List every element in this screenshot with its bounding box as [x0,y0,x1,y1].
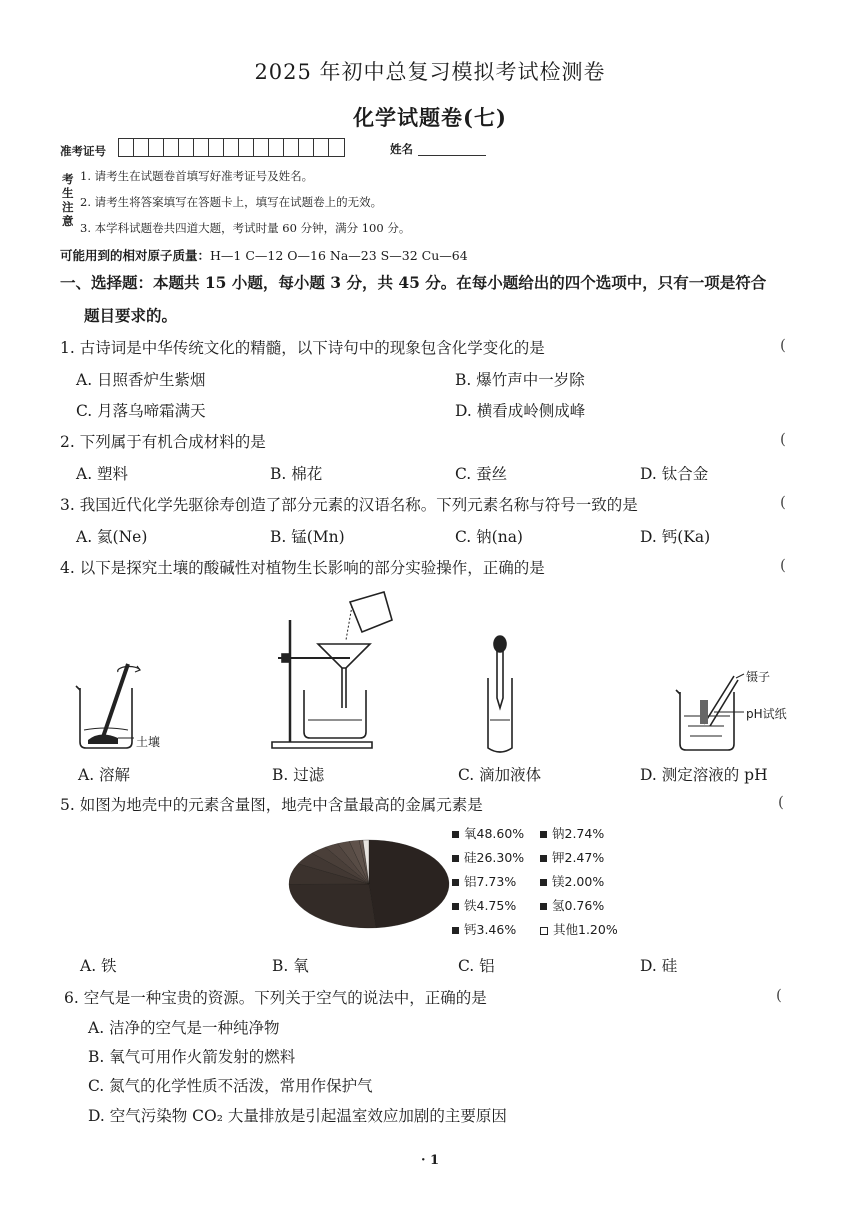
ph-figure [676,674,744,750]
question-4-stem: 4. 以下是探究土壤的酸碱性对植物生长影响的部分实验操作，正确的是 [60,559,545,577]
notice-item-2: 2. 请考生将答案填写在答题卡上，填写在试题卷上的无效。 [80,195,383,209]
question-2-option-d: D. 钛合金 [640,465,709,483]
pie-slice-0 [369,840,449,928]
atomic-mass-line [60,246,468,264]
question-5-option-d: D. 硅 [640,957,678,975]
question-5-option-b: B. 氧 [272,957,309,975]
question-6-option-b: B. 氧气可用作火箭发射的燃料 [88,1048,296,1066]
exam-id-boxes[interactable] [118,138,345,157]
question-2-answer-paren: ( [780,430,786,448]
question-5-answer-paren: ( [778,793,784,811]
notice-item-1: 1. 请考生在试题卷首填写好准考证号及姓名。 [80,169,314,183]
atomic-mass-values: H—1 C—12 O—16 Na—23 S—32 Cu—64 [210,248,468,263]
question-5-option-a: A. 铁 [80,957,117,975]
exam-title: 2025 年初中总复习模拟考试检测卷 [254,60,606,84]
question-5-option-c: C. 铝 [458,957,495,975]
question-1-option-a: A. 日照香炉生紫烟 [76,371,206,389]
legend-item-silicon: 硅26.30% [452,848,524,866]
ph-paper-label: pH试纸 [746,707,787,721]
question-4-option-a: A. 溶解 [78,766,131,784]
notice-side-label: 考 生 注 意 [62,172,74,228]
question-1-option-b: B. 爆竹声中一岁除 [455,371,585,389]
question-3-option-c: C. 钠(na) [455,528,523,546]
section-heading-line2: 题目要求的。 [84,306,178,325]
legend-item-calcium: 钙3.46% [452,920,516,938]
legend-item-magnesium: 镁2.00% [540,872,604,890]
name-field[interactable] [418,155,486,156]
question-6-answer-paren: ( [776,986,782,1004]
soil-label: 土壤 [136,735,161,749]
legend-item-hydrogen: 氢0.76% [540,896,604,914]
question-4-option-c: C. 滴加液体 [458,766,542,784]
question-3-answer-paren: ( [780,493,786,511]
question-3-option-d: D. 钙(Ka) [640,528,711,546]
question-3-option-a: A. 氦(Ne) [76,528,148,546]
pie-slice-1 [289,884,376,928]
question-6-option-a: A. 洁净的空气是一种纯净物 [88,1019,280,1037]
question-1-option-c: C. 月落乌啼霜满天 [76,402,206,420]
question-6-option-d: D. 空气污染物 CO₂ 大量排放是引起温室效应加剧的主要原因 [88,1107,507,1125]
notice-item-3: 3. 本学科试题卷共四道大题，考试时量 60 分钟，满分 100 分。 [80,221,411,235]
question-3-stem: 3. 我国近代化学先驱徐寿创造了部分元素的汉语名称。下列元素名称与符号一致的是 [60,496,638,514]
question-2-option-c: C. 蚕丝 [455,465,508,483]
question-2-option-b: B. 棉花 [270,465,323,483]
question-6-option-c: C. 氮气的化学性质不活泼，常用作保护气 [88,1077,373,1095]
crust-element-pie-chart [284,834,454,934]
legend-item-aluminum: 铝7.73% [452,872,516,890]
question-4-option-d: D. 测定溶液的 pH [640,766,768,784]
dropping-figure [488,636,512,752]
legend-item-potassium: 钾2.47% [540,848,604,866]
question-1-answer-paren: ( [780,336,786,354]
question-5-stem: 5. 如图为地壳中的元素含量图，地壳中含量最高的金属元素是 [60,796,483,814]
question-4-figures [0,580,860,760]
section-heading-line1: 一、选择题：本题共 15 小题，每小题 3 分，共 45 分。在每小题给出的四个选项中，只有一项是符合 [60,273,767,292]
name-label: 姓名 [390,142,413,156]
tweezers-label: 镊子 [746,670,771,684]
question-4-answer-paren: ( [780,556,786,574]
legend-item-other: 其他1.20% [540,920,618,938]
question-1-stem: 1. 古诗词是中华传统文化的精髓，以下诗句中的现象包含化学变化的是 [60,339,545,357]
filtration-figure [272,592,392,748]
question-1-option-d: D. 横看成岭侧成峰 [455,402,586,420]
legend-item-oxygen: 氧48.60% [452,824,524,842]
question-2-option-a: A. 塑料 [76,465,129,483]
exam-id-label: 准考证号 [60,144,106,158]
question-6-stem: 6. 空气是一种宝贵的资源。下列关于空气的说法中，正确的是 [64,989,487,1007]
atomic-mass-label: 可能用到的相对原子质量： [60,248,211,263]
paper-subtitle: 化学试题卷(七) [353,105,507,130]
question-4-option-b: B. 过滤 [272,766,325,784]
dissolving-figure [76,664,140,748]
legend-item-iron: 铁4.75% [452,896,516,914]
question-2-stem: 2. 下列属于有机合成材料的是 [60,433,266,451]
page-number: · 1 [420,1153,440,1168]
legend-item-sodium: 钠2.74% [540,824,604,842]
question-3-option-b: B. 锰(Mn) [270,528,345,546]
